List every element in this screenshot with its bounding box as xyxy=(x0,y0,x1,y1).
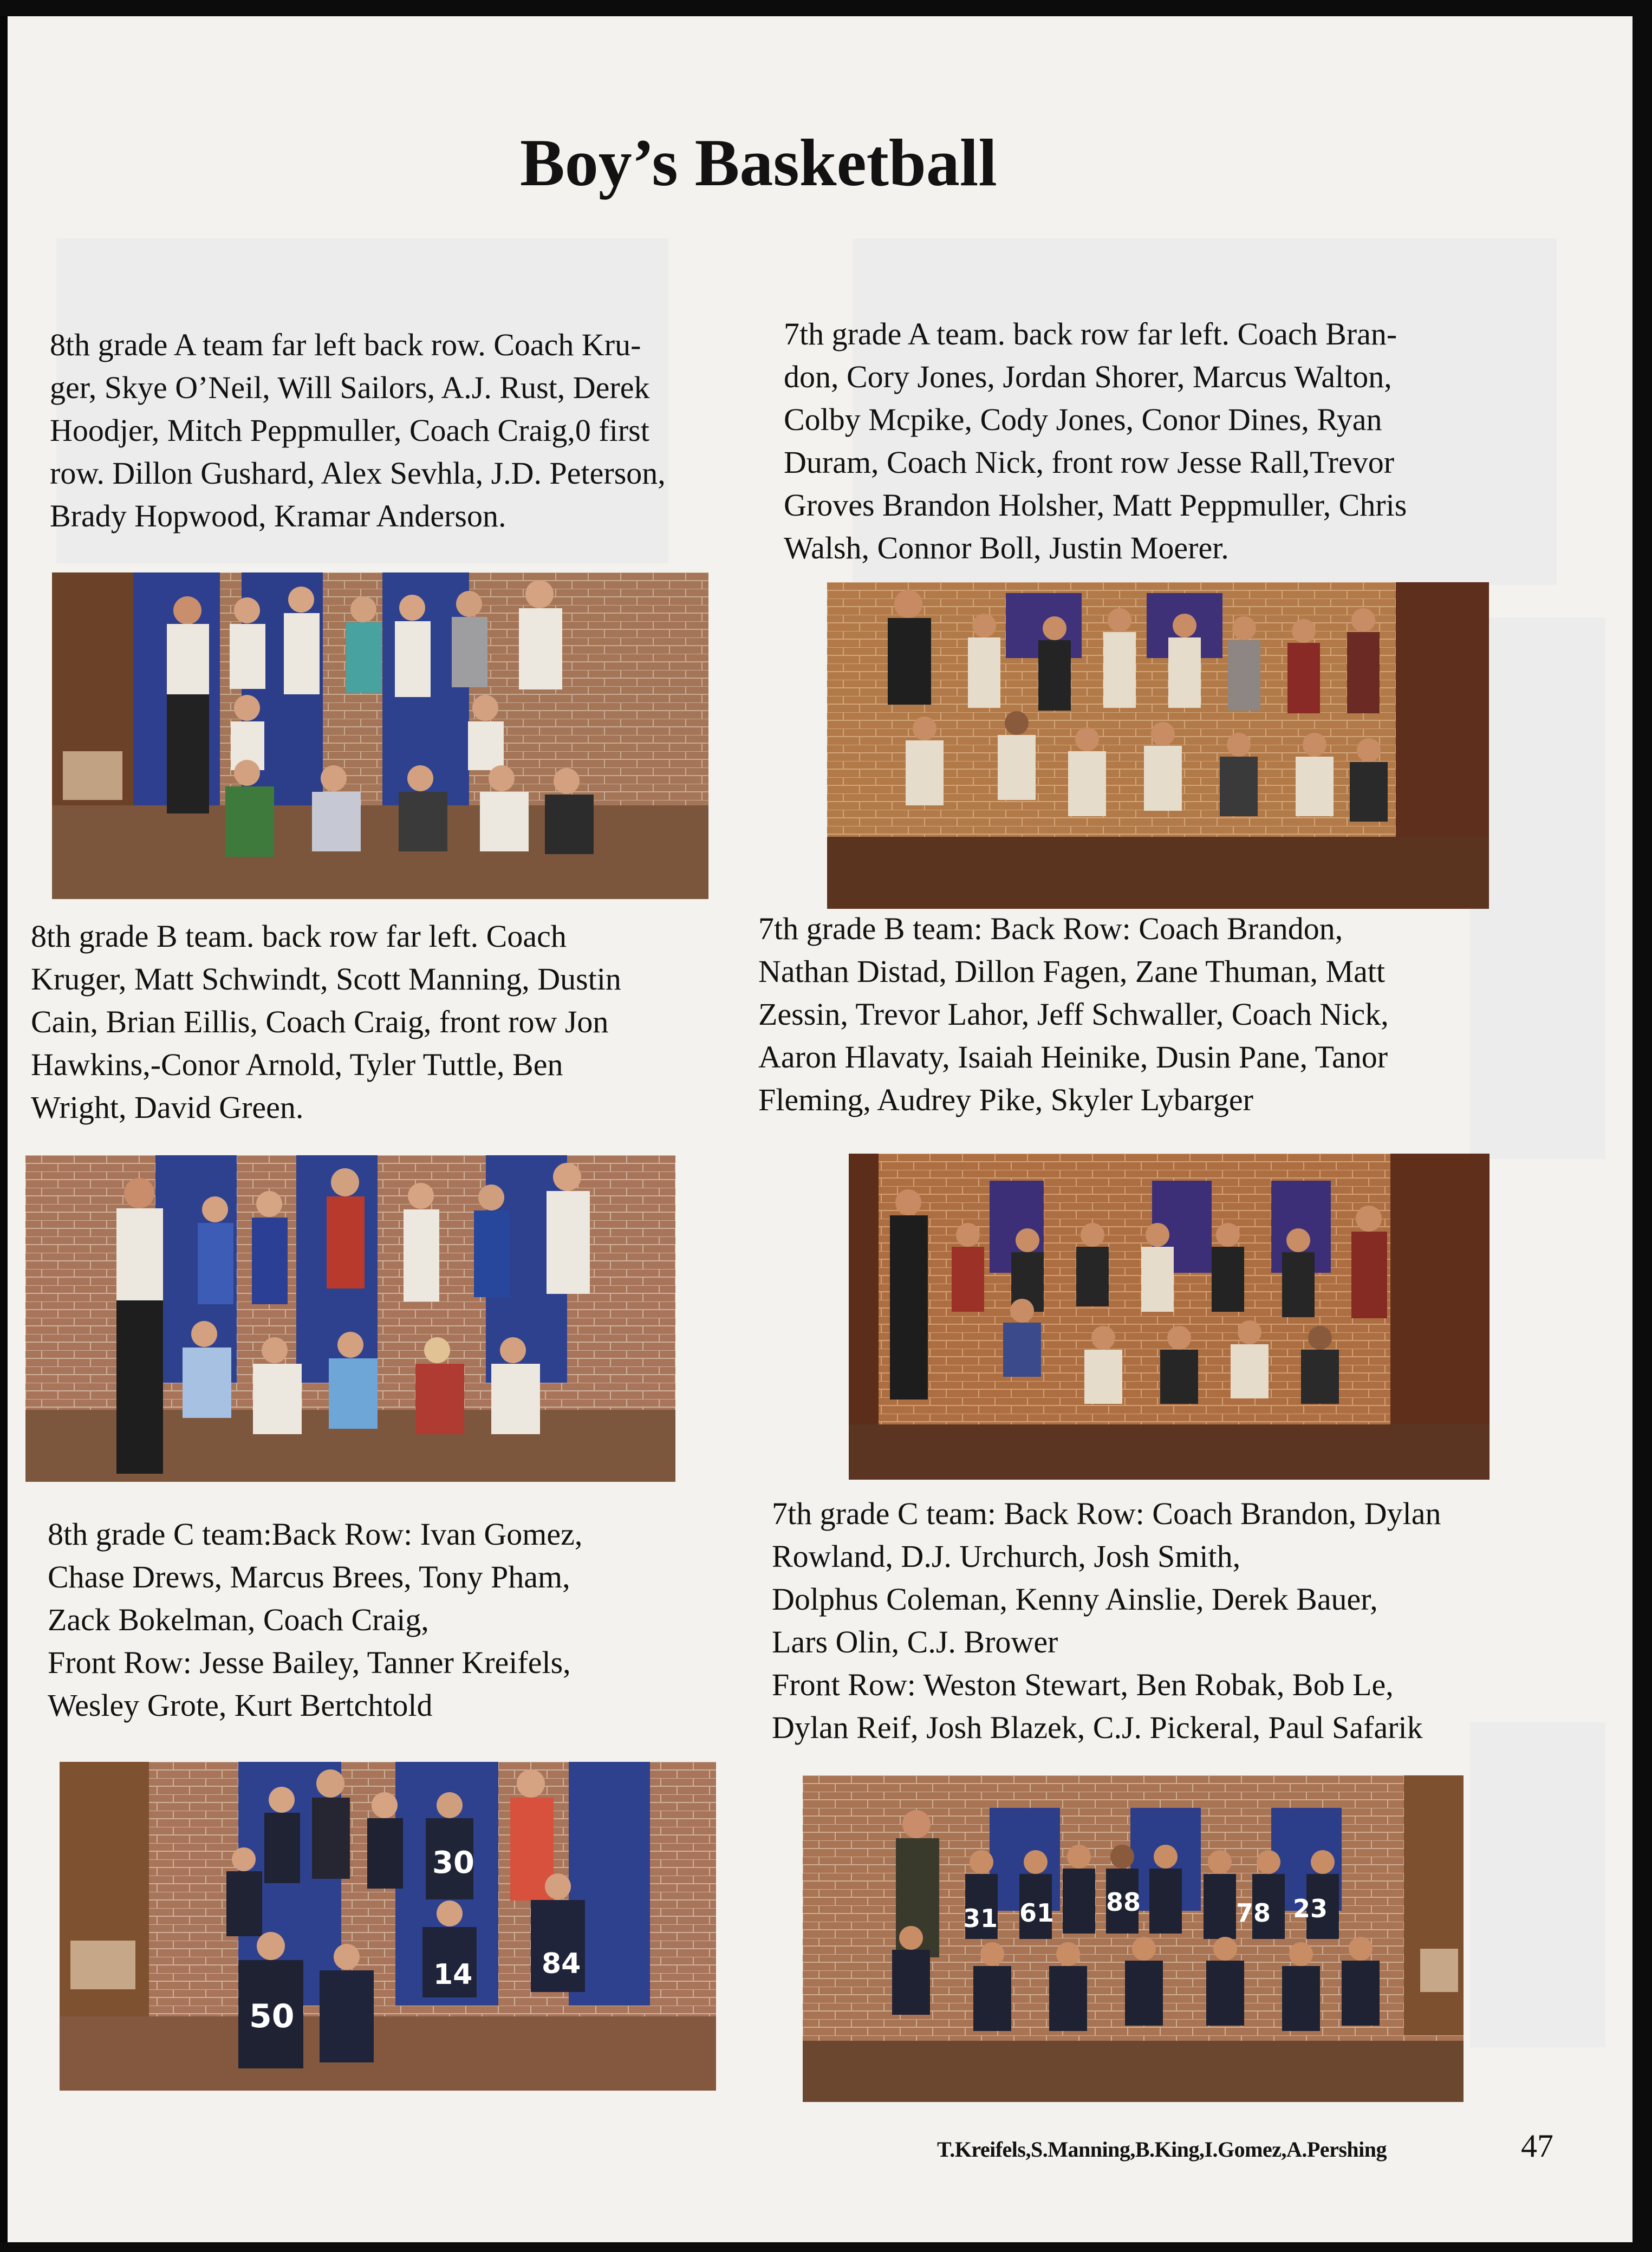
gym-floor xyxy=(827,837,1489,909)
jersey-number: 30 xyxy=(432,1845,474,1880)
jersey-number: 88 xyxy=(1106,1887,1141,1917)
caption-8th-grade-b: 8th grade B team. back row far left. Coach Kruger, Matt Schwindt, Scott Manning, Dustin Cain, Brian Eillis, Coach Craig, front row Jon Hawkins,-Conor Arnold, Tyler Tuttle, Ben Wright, David Green. xyxy=(31,919,621,1125)
wooden-door xyxy=(1404,1775,1464,2035)
caption-7th-grade-a: 7th grade A team. back row far left. Coach Bran- don, Cory Jones, Jordan Shorer, Marcus Walton, Colby Mcpike, Cody Jones, Conor Dines, Ryan Duram, Coach Nick, front row Jesse Rall,Trevor Groves Brandon Holsher, Matt Peppmuller, Chris Walsh, Connor Boll, Justin Moerer. xyxy=(784,316,1407,565)
photo-8th-grade-c-team xyxy=(60,1762,716,2091)
wooden-door xyxy=(1396,582,1489,853)
jersey-number: 84 xyxy=(542,1948,581,1980)
gym-floor xyxy=(849,1424,1490,1480)
photo-7th-grade-b-team xyxy=(849,1154,1490,1480)
jersey-number: 23 xyxy=(1293,1894,1328,1923)
jersey-number: 14 xyxy=(433,1958,473,1991)
photo-8th-grade-b-team xyxy=(25,1155,675,1482)
caption-8th-grade-a: 8th grade A team far left back row. Coach Kru- ger, Skye O’Neil, Will Sailors, A.J. Rust, Derek Hoodjer, Mitch Peppmuller, Coach Craig,0 first row. Dillon Gushard, Alex Sevhla, J.D. Peterson, Brady Hopwood, Kramar Anderson. xyxy=(50,327,666,533)
jersey-number: 50 xyxy=(249,1997,295,2035)
photo-7th-grade-c-team xyxy=(803,1775,1464,2102)
jersey-number: 78 xyxy=(1236,1898,1271,1928)
jersey-number: 31 xyxy=(963,1904,998,1933)
show-through-heading xyxy=(457,118,485,227)
page-number: 47 xyxy=(1521,2128,1553,2164)
gym-floor xyxy=(803,2041,1464,2102)
show-through-block xyxy=(1470,1722,1605,2047)
photo-credits: T.Kreifels,S.Manning,B.King,I.Gomez,A.Pershing xyxy=(937,2137,1387,2162)
caption-8th-grade-c: 8th grade C team:Back Row: Ivan Gomez, Chase Drews, Marcus Brees, Tony Pham, Zack Bokelman, Coach Craig, Front Row: Jesse Bailey, Tanner Kreifels, Wesley Grote, Kurt Bertchtold xyxy=(48,1516,583,1723)
photo-8th-grade-a-team xyxy=(52,572,708,899)
page-title: Boy’s Basketball xyxy=(520,126,997,200)
caption-7th-grade-c: 7th grade C team: Back Row: Coach Brandon, Dylan Rowland, D.J. Urchurch, Josh Smith, Dolphus Coleman, Kenny Ainslie, Derek Bauer, Lars Olin, C.J. Brower Front Row: Weston Stewart, Ben Robak, Bob Le, Dylan Reif, Josh Blazek, C.J. Pickeral, Paul Safarik xyxy=(772,1496,1441,1745)
photo-7th-grade-a-team xyxy=(827,582,1489,909)
wooden-door xyxy=(849,1154,879,1424)
gym-floor xyxy=(60,2016,716,2091)
caption-7th-grade-b: 7th grade B team: Back Row: Coach Brandon, Nathan Distad, Dillon Fagen, Zane Thuman, Matt Zessin, Trevor Lahor, Jeff Schwaller, Coach Nick, Aaron Hlavaty, Isaiah Heinike, Dusin Pane, Tanor Fleming, Audrey Pike, Skyler Lybarger xyxy=(758,911,1389,1117)
show-through-block xyxy=(1470,617,1605,1159)
book-spine-shadow xyxy=(0,16,8,2242)
gym-floor xyxy=(52,805,708,899)
jersey-number: 61 xyxy=(1019,1898,1055,1928)
